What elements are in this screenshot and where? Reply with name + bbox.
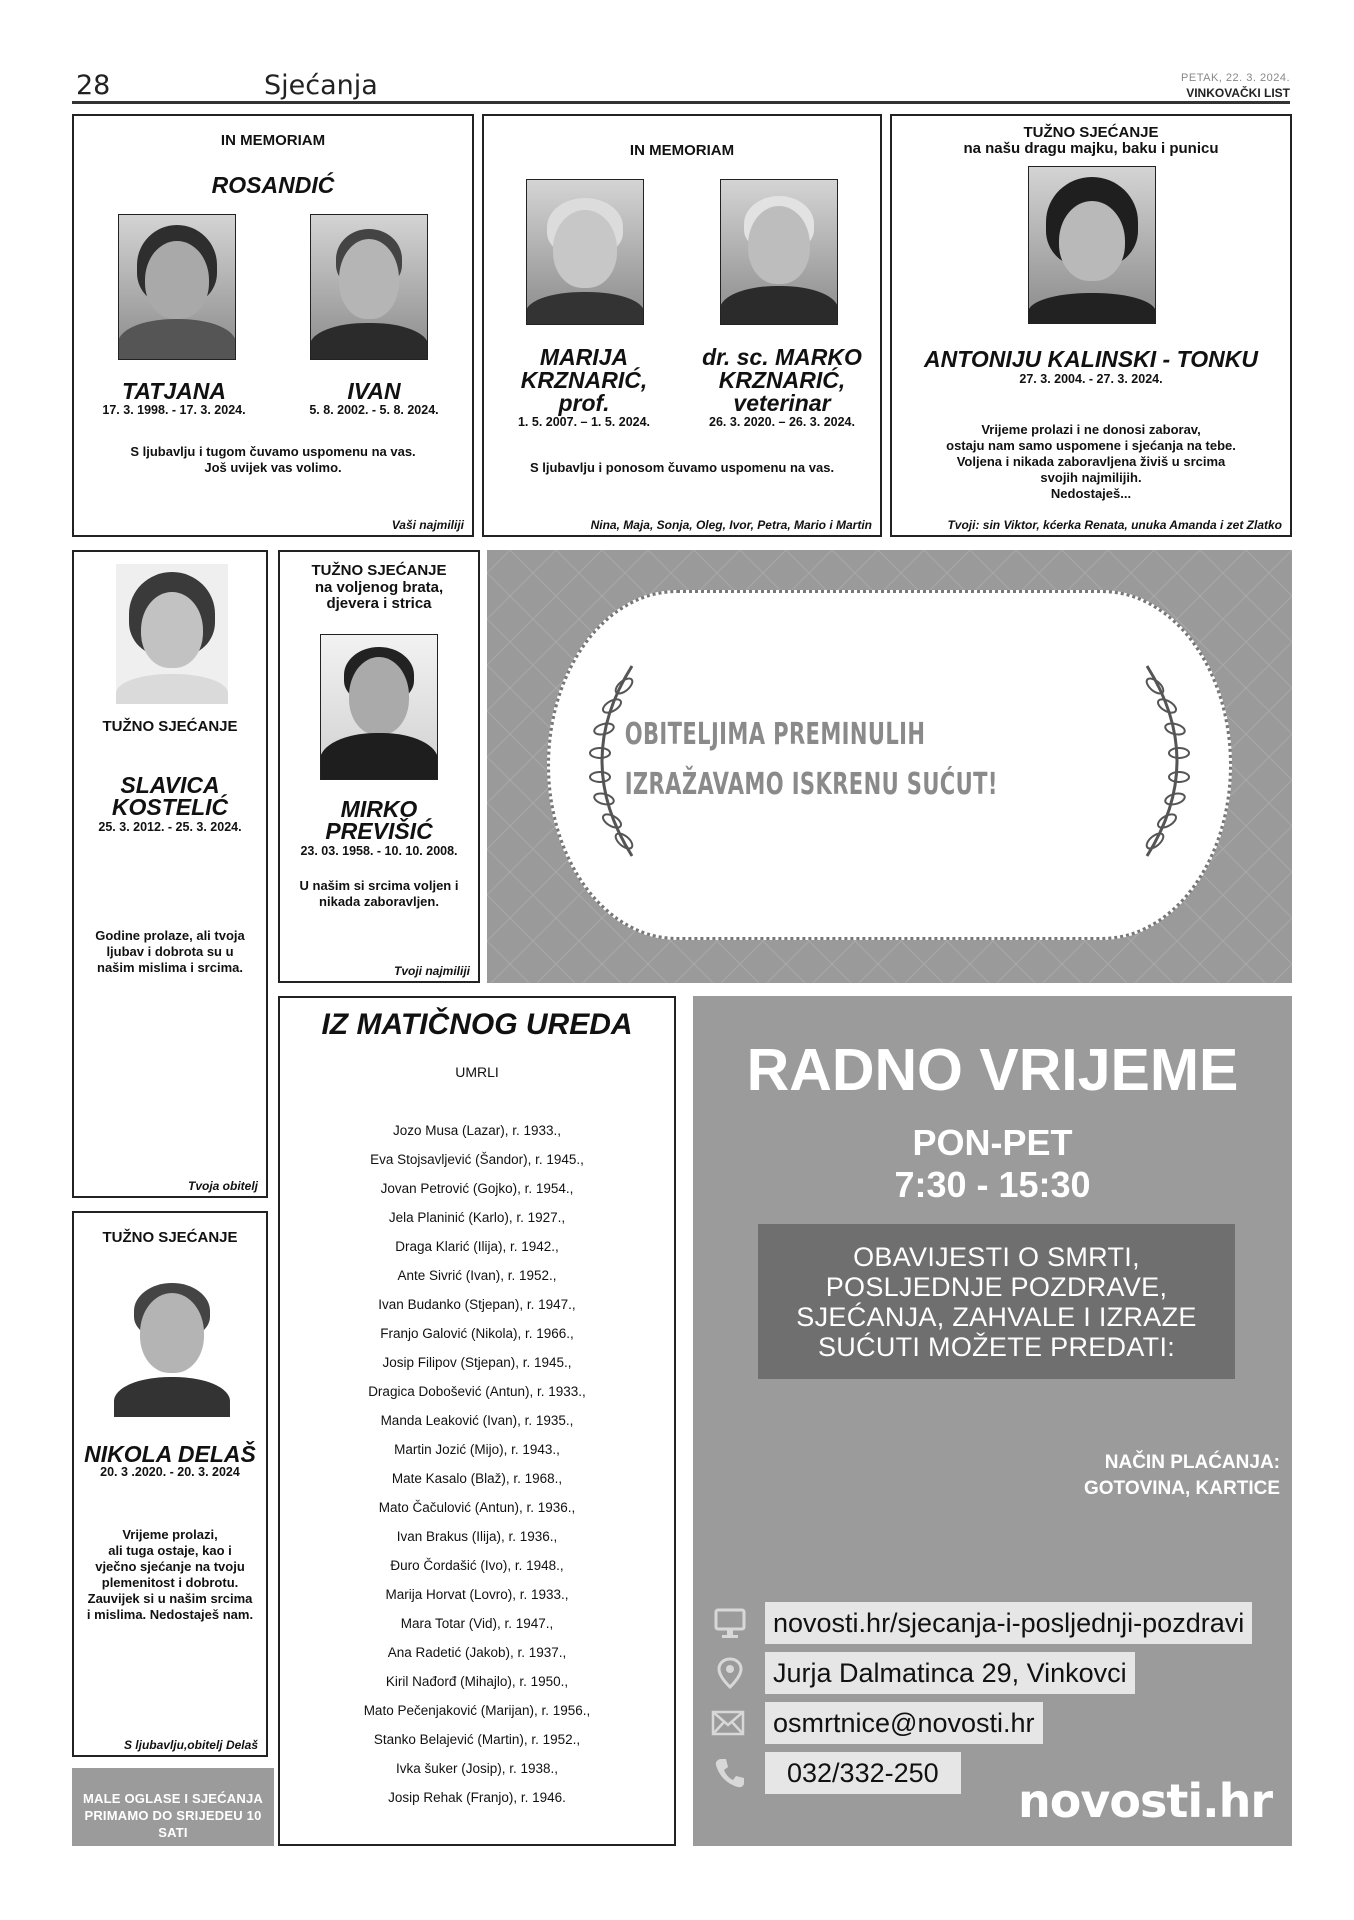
notice-line: OBAVIJESTI O SMRTI, bbox=[853, 1242, 1140, 1272]
notice-caption: IN MEMORIAM bbox=[629, 142, 735, 159]
notice-caption: TUŽNO SJEĆANJE bbox=[102, 718, 238, 735]
notice-delas bbox=[72, 1211, 268, 1757]
notice-message: Godine prolaze, ali tvoja bbox=[95, 928, 245, 943]
notice-message: vječno sjećanje na tvoju bbox=[95, 1559, 245, 1574]
notice-kostelic bbox=[72, 550, 268, 1198]
website-link[interactable]: novosti.hr/sjecanja-i-posljednji-pozdravi bbox=[765, 1602, 1252, 1644]
list-item: Mato Pečenjaković (Marijan), r. 1956., bbox=[363, 1703, 591, 1718]
phone-icon bbox=[713, 1756, 747, 1790]
maticni-title: IZ MATIČNOG UREDA bbox=[321, 1008, 633, 1041]
notice-message: svojih najmilijih. bbox=[1040, 470, 1142, 485]
person-name: MIRKO bbox=[340, 796, 418, 822]
notice-previsic bbox=[278, 550, 480, 983]
deceased-list bbox=[280, 1116, 674, 1812]
section-title: Sjećanja bbox=[264, 70, 378, 101]
photo-antonija bbox=[1028, 166, 1156, 324]
page-header bbox=[72, 70, 1290, 104]
newspaper-name: VINKOVAČKI LIST bbox=[1186, 86, 1290, 100]
list-item: Eva Stojsavljević (Šandor), r. 1945., bbox=[370, 1152, 584, 1167]
notice-message: U našim si srcima voljen i bbox=[299, 878, 459, 893]
notice-message: Nedostaješ... bbox=[1050, 486, 1132, 501]
payment-info bbox=[1084, 1450, 1280, 1502]
condolence-line: IZRAŽAVAMO ISKRENU SUĆUT! bbox=[624, 767, 998, 802]
photo-tatjana bbox=[118, 214, 236, 360]
notice-message: Vrijeme prolazi, bbox=[122, 1527, 218, 1542]
person-dates: 27. 3. 2004. - 27. 3. 2024. bbox=[1019, 372, 1163, 386]
notice-message: Zauvijek si u našim srcima bbox=[87, 1591, 253, 1606]
notice-signature: Tvoja obitelj bbox=[187, 1179, 258, 1193]
notice-line: SJEĆANJA, ZAHVALE I IZRAZE bbox=[796, 1302, 1197, 1332]
notice-message: ali tuga ostaje, kao i bbox=[108, 1543, 232, 1558]
hours-title: RADNO VRIJEME bbox=[746, 1037, 1239, 1103]
notice-message: i mislima. Nedostaješ nam. bbox=[86, 1607, 254, 1622]
person-dates: 20. 3 .2020. - 20. 3. 2024 bbox=[100, 1465, 240, 1479]
list-item: Jozo Musa (Lazar), r. 1933., bbox=[392, 1123, 562, 1138]
notice-signature: Tvoji najmiliji bbox=[393, 964, 470, 978]
issue-date: PETAK, 22. 3. 2024. bbox=[1181, 72, 1290, 84]
list-item: Ivan Brakus (Ilija), r. 1936., bbox=[396, 1529, 558, 1544]
notice-message: Još uvijek vas volimo. bbox=[204, 460, 342, 475]
banner-line: PRIMAMO DO SRIJEDEU 10 SATI bbox=[84, 1808, 262, 1840]
person-title: veterinar bbox=[733, 390, 831, 416]
condolence-panel bbox=[487, 550, 1292, 983]
person-name: IVAN bbox=[347, 378, 401, 404]
list-item: Ante Sivrić (Ivan), r. 1952., bbox=[397, 1268, 557, 1283]
notice-line: POSLJEDNJE POZDRAVE, bbox=[825, 1272, 1168, 1302]
working-days: PON-PET bbox=[912, 1122, 1073, 1163]
condolence-line: OBITELJIMA PREMINULIH bbox=[624, 717, 926, 752]
list-item: Mato Čačulović (Antun), r. 1936., bbox=[378, 1500, 576, 1515]
list-item: Franjo Galović (Nikola), r. 1966., bbox=[380, 1326, 574, 1341]
notice-message: plemenitost i dobrotu. bbox=[101, 1575, 239, 1590]
envelope-icon bbox=[705, 1706, 751, 1740]
list-item: Josip Filipov (Stjepan), r. 1945., bbox=[382, 1355, 572, 1370]
list-item: Mara Totar (Vid), r. 1947., bbox=[400, 1616, 554, 1631]
list-item: Marija Horvat (Lovro), r. 1933., bbox=[385, 1587, 569, 1602]
notice-message: našim mislima i srcima. bbox=[97, 960, 243, 975]
notice-kalinski bbox=[890, 114, 1292, 537]
list-item: Manda Leaković (Ivan), r. 1935., bbox=[380, 1413, 574, 1428]
submission-notice bbox=[758, 1224, 1235, 1379]
list-item: Martin Jozić (Mijo), r. 1943., bbox=[394, 1442, 560, 1457]
payment-label: NAČIN PLAĆANJA: bbox=[1104, 1452, 1280, 1473]
person-name: SLAVICA bbox=[120, 772, 220, 798]
notice-signature: S ljubavlju,obitelj Delaš bbox=[123, 1738, 258, 1752]
email-link[interactable]: osmrtnice@novosti.hr bbox=[765, 1702, 1043, 1744]
notice-message: S ljubavlju i ponosom čuvamo uspomenu na vas. bbox=[529, 460, 835, 475]
notice-krznaric bbox=[482, 114, 882, 537]
list-item: Jovan Petrović (Gojko), r. 1954., bbox=[380, 1181, 574, 1196]
notice-message: Voljena i nikada zaboravljena živiš u srcima bbox=[956, 454, 1226, 469]
payment-methods: GOTOVINA, KARTICE bbox=[1084, 1478, 1280, 1499]
notice-signature: Vaši najmiliji bbox=[391, 518, 464, 532]
photo-mirko bbox=[320, 634, 438, 780]
notice-caption: TUŽNO SJEĆANJE bbox=[1023, 124, 1159, 141]
notice-message: ljubav i dobrota su u bbox=[106, 944, 234, 959]
photo-ivan bbox=[310, 214, 428, 360]
list-item: Ana Radetić (Jakob), r. 1937., bbox=[387, 1645, 567, 1660]
working-hours: 7:30 - 15:30 bbox=[894, 1164, 1091, 1205]
list-item: Jela Planinić (Karlo), r. 1927., bbox=[388, 1210, 566, 1225]
person-dates: 17. 3. 1998. - 17. 3. 2024. bbox=[102, 403, 246, 417]
list-item: Dragica Dobošević (Antun), r. 1933., bbox=[368, 1384, 586, 1399]
family-name: ROSANDIĆ bbox=[211, 172, 335, 198]
location-pin-icon bbox=[713, 1656, 747, 1690]
person-name: KRZNARIĆ, bbox=[718, 367, 846, 393]
notice-subcaption: na voljenog brata, bbox=[314, 579, 444, 596]
person-dates: 26. 3. 2020. – 26. 3. 2024. bbox=[709, 415, 855, 429]
list-item: Stanko Belajević (Martin), r. 1952., bbox=[373, 1732, 581, 1747]
person-dates: 1. 5. 2007. – 1. 5. 2024. bbox=[517, 415, 651, 429]
notice-rosandic bbox=[72, 114, 474, 537]
address-text: Jurja Dalmatinca 29, Vinkovci bbox=[765, 1652, 1135, 1694]
notice-message: Vrijeme prolazi i ne donosi zaborav, bbox=[981, 422, 1201, 437]
person-name: NIKOLA DELAŠ bbox=[84, 1441, 256, 1467]
photo-marko bbox=[720, 179, 838, 325]
list-item: Mate Kasalo (Blaž), r. 1968., bbox=[391, 1471, 563, 1486]
list-item: Josip Rehak (Franjo), r. 1946. bbox=[388, 1790, 566, 1805]
person-dates: 23. 03. 1958. - 10. 10. 2008. bbox=[300, 844, 458, 858]
notice-message: ostaju nam samo uspomene i sjećanja na tebe. bbox=[946, 438, 1236, 453]
person-name: KOSTELIĆ bbox=[111, 794, 229, 820]
person-name: PREVIŠIĆ bbox=[325, 818, 433, 844]
photo-slavica bbox=[116, 564, 228, 704]
notice-caption: IN MEMORIAM bbox=[220, 132, 326, 149]
notice-caption: TUŽNO SJEĆANJE bbox=[311, 562, 447, 579]
page-number: 28 bbox=[76, 70, 111, 101]
notice-subcaption: djevera i strica bbox=[326, 595, 432, 612]
person-name: MARIJA bbox=[539, 344, 629, 370]
notice-message: S ljubavlju i tugom čuvamo uspomenu na vas. bbox=[130, 444, 416, 459]
maticni-subtitle: UMRLI bbox=[455, 1064, 499, 1080]
novosti-logo: novosti.hr bbox=[1018, 1774, 1272, 1828]
person-name: dr. sc. MARKO bbox=[702, 344, 862, 370]
notice-subcaption: na našu dragu majku, baku i punicu bbox=[963, 140, 1219, 157]
notice-signature: Tvoji: sin Viktor, kćerka Renata, unuka Amanda i zet Zlatko bbox=[947, 518, 1282, 532]
list-item: Đuro Čordašić (Ivo), r. 1948., bbox=[390, 1558, 564, 1573]
person-name: KRZNARIĆ, bbox=[520, 367, 648, 393]
notice-signature: Nina, Maja, Sonja, Oleg, Ivor, Petra, Mario i Martin bbox=[590, 518, 872, 532]
monitor-icon bbox=[713, 1606, 747, 1640]
notice-caption: TUŽNO SJEĆANJE bbox=[102, 1229, 238, 1246]
notice-line: SUĆUTI MOŽETE PREDATI: bbox=[817, 1332, 1176, 1362]
notice-message: nikada zaboravljen. bbox=[319, 894, 439, 909]
list-item: Ivka šuker (Josip), r. 1938., bbox=[395, 1761, 559, 1776]
right-laurel-icon bbox=[1127, 661, 1207, 861]
photo-marija bbox=[526, 179, 644, 325]
radno-vrijeme-panel bbox=[693, 996, 1292, 1846]
person-title: prof. bbox=[558, 390, 610, 416]
person-dates: 25. 3. 2012. - 25. 3. 2024. bbox=[98, 820, 242, 834]
list-item: Ivan Budanko (Stjepan), r. 1947., bbox=[378, 1297, 576, 1312]
condolence-frame bbox=[547, 590, 1232, 940]
photo-nikola bbox=[114, 1275, 230, 1417]
maticni-ured bbox=[278, 996, 676, 1846]
banner-line: MALE OGLASE I SJEĆANJA bbox=[83, 1791, 263, 1806]
person-name: ANTONIJU KALINSKI - TONKU bbox=[924, 346, 1258, 372]
phone-number[interactable]: 032/332-250 bbox=[765, 1752, 961, 1794]
left-laurel-icon bbox=[572, 661, 652, 861]
male-oglase-banner bbox=[72, 1768, 274, 1846]
list-item: Kiril Nađorđ (Mihajlo), r. 1950., bbox=[385, 1674, 569, 1689]
person-dates: 5. 8. 2002. - 5. 8. 2024. bbox=[309, 403, 439, 417]
list-item: Draga Klarić (Ilija), r. 1942., bbox=[395, 1239, 559, 1254]
person-name: TATJANA bbox=[122, 378, 226, 404]
